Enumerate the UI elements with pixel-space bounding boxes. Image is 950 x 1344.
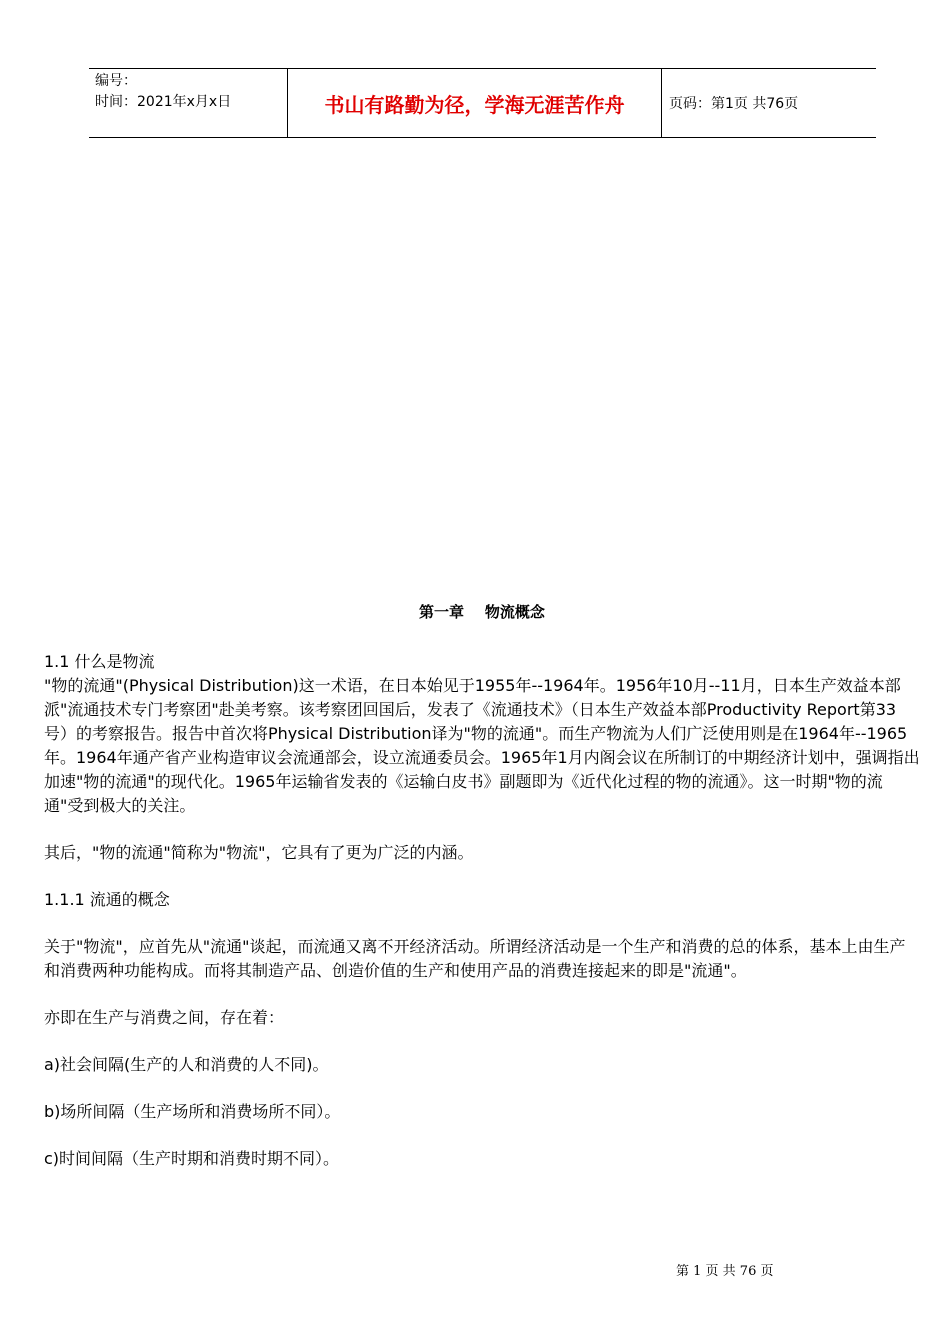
chapter-title: 第一章 物流概念: [419, 603, 545, 621]
section-heading-1-1-1: 1.1.1 流通的概念: [44, 890, 170, 909]
header-page-info: 页码：第1页 共76页: [669, 96, 799, 112]
header-number-label: 编号：: [95, 73, 137, 89]
document-body: [44, 600, 920, 1194]
header-motto: 书山有路勤为径，学海无涯苦作舟: [324, 92, 625, 117]
header-left-info: [95, 71, 231, 113]
list-item-location-gap: b)场所间隔（生产场所和消费场所不同）。: [44, 1102, 341, 1121]
page-footer: [0, 1245, 950, 1279]
paragraph-gaps-intro: 亦即在生产与消费之间，存在着：: [44, 1008, 285, 1027]
list-item-time-gap: c)时间间隔（生产时期和消费时期不同）。: [44, 1149, 340, 1168]
section-heading-1-1: 1.1 什么是物流: [44, 652, 155, 671]
paragraph-history: "物的流通"(Physical Distribution)这一术语，在日本始见于1955年--1964年。1956年10月--11月，日本生产效益本部派"流通技术专门考察团"赴美考察。该考察团回国后，发表了《流通技术》（日本生产效益本部Productivity Report第33号）的考察报告。报告中首次将Physical Distribution译为"物的流通"。而生产物流为人们广泛使用则是在1964年--1965年。1964年通产省产业构造审议会流通部会，设立流通委员会。1965年1月内阁会议在所制订的中期经济计划中，强调指出加速"物的流通"的现代化。1965年运输省发表的《运输白皮书》副题即为《近代化过程的物的流通》。这一时期"物的流通"受到极大的关注。: [44, 676, 920, 815]
header-time-label: 时间：2021年x月x日: [95, 94, 232, 110]
header-motto-cell: [287, 69, 662, 137]
paragraph-circulation-concept: 关于"物流"，应首先从"流通"谈起，而流通又离不开经济活动。所谓经济活动是一个生产和消费的总的体系，基本上由生产和消费两种功能构成。而将其制造产品、创造价值的生产和使用产品的消费连接起来的即是"流通"。: [44, 937, 906, 980]
paragraph-abbreviation: 其后，"物的流通"简称为"物流"，它具有了更为广泛的内涵。: [44, 843, 474, 862]
list-item-social-gap: a)社会间隔(生产的人和消费的人不同)。: [44, 1055, 329, 1074]
page-header: [89, 68, 876, 138]
footer-page-number: 第 1 页 共 76 页: [676, 1264, 774, 1279]
